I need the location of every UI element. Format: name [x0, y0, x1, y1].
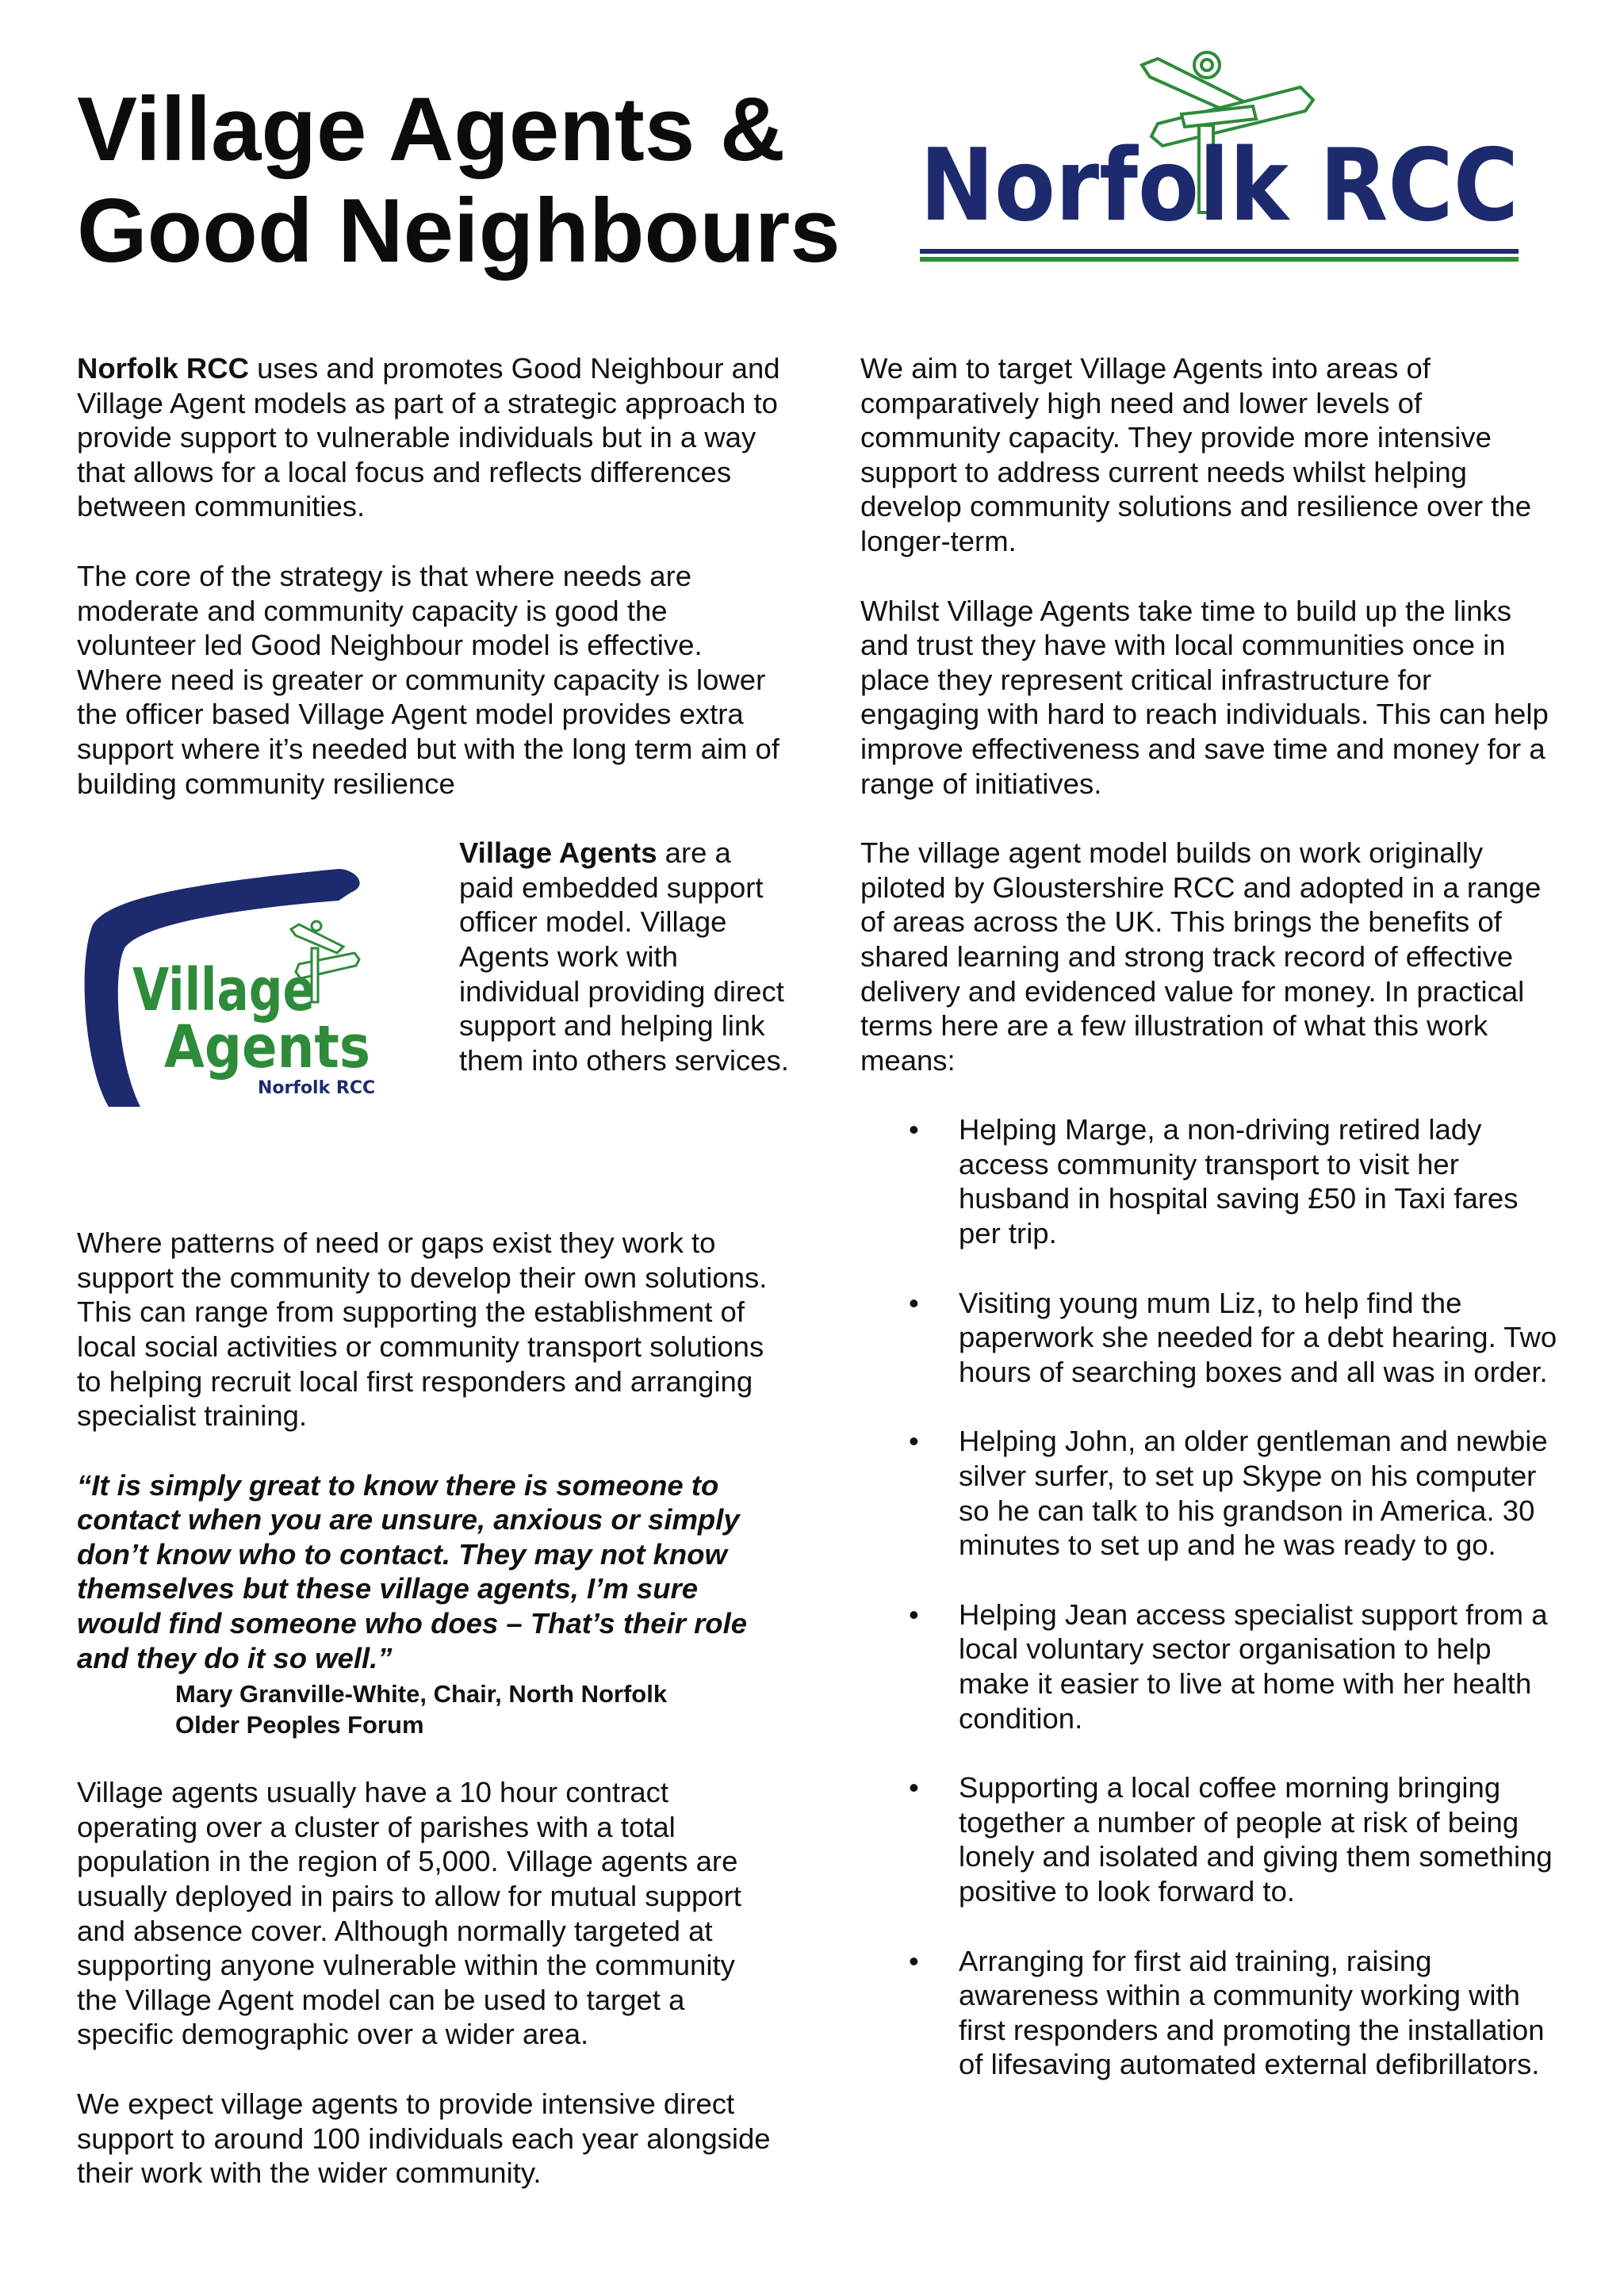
bullet-icon: •: [909, 1598, 919, 1631]
bullet-icon: •: [909, 1425, 919, 1458]
village-agents-logo-sub: Norfolk RCC: [258, 1078, 376, 1099]
intro-text: uses and promotes Good Neighbour and Village Agent models as part of a strategic approach to provide support to vulnerable individuals but in a way that allows for a local focus and reflects differences between communities.: [77, 352, 780, 523]
bullet-icon: •: [909, 1286, 919, 1319]
village-agents-bold: Village Agents: [459, 836, 657, 870]
list-item-text: Arranging for first aid training, raising awareness within a community working with first responders and promoting the installation of lifesaving automated external defibrillators.: [959, 1944, 1545, 2081]
page-title: [77, 79, 841, 282]
signpost-icon: [920, 41, 1522, 287]
list-item-text: Helping Jean access specialist support from a local voluntary sector organisation to help make it easier to live at home with her health condition.: [959, 1598, 1548, 1735]
contract-paragraph: Village agents usually have a 10 hour contract operating over a cluster of parishes with a total population in the region of 5,000. Village agents are usually deployed in pairs to allow for mutual support and absence cover. Although normally targeted at supporting anyone vulnerable within the community the Village Agent model can be used to target a specific demographic over a wider area.: [77, 1776, 741, 2051]
title-line-1: Village Agents &: [77, 79, 786, 180]
norfolk-rcc-logo-text: Norfolk RCC: [920, 127, 1519, 243]
attribution-line-2: Older Peoples Forum: [175, 1711, 424, 1739]
norfolk-rcc-logo: [920, 41, 1522, 287]
model-paragraph: The village agent model builds on work originally piloted by Gloustershire RCC and adopted in a range of areas across the UK. This brings the benefits of shared learning and strong track record of effective delivery and evidenced value for money. In practical terms here are a few illustration of what this work means:: [860, 836, 1542, 1077]
intro-paragraph: [77, 351, 783, 524]
village-agents-logo: [77, 869, 386, 1123]
village-agents-logo-line1: Village: [132, 956, 315, 1025]
attribution-line-1: Mary Granville-White, Chair, North Norfolk: [175, 1680, 668, 1709]
list-item-text: Visiting young mum Liz, to help find the paperwork she needed for a debt hearing. Two hours of searching boxes and all was in order.: [959, 1286, 1557, 1388]
bullet-icon: •: [909, 1771, 919, 1804]
list-item: [860, 1424, 1558, 1562]
intro-bold: Norfolk RCC: [77, 352, 249, 385]
bullet-icon: •: [909, 1944, 919, 1977]
aim-paragraph: We aim to target Village Agents into areas of comparatively high need and lower levels of community capacity. They provide more intensive support to address current needs whilst helping develop community solutions and resilience over the longer-term.: [860, 352, 1532, 557]
bullet-icon: •: [909, 1113, 919, 1146]
examples-list: [860, 1112, 1558, 2082]
village-agents-text: are a paid embedded support officer model. Village Agents work with individual providing direct support and helping link them into others services.: [459, 836, 789, 1077]
right-column: [860, 351, 1558, 2117]
village-agents-paragraph: [459, 836, 792, 1077]
list-item: [860, 1944, 1558, 2082]
testimonial-quote: “It is simply great to know there is someone to contact when you are unsure, anxious or simply don’t know who to contact. They may not know themselves but these village agents, I’m sure would find someone who does – That’s their role and they do it so well.”: [77, 1468, 748, 1674]
list-item-text: Helping Marge, a non-driving retired lady access community transport to visit her husband in hospital saving £50 in Taxi fares per trip.: [959, 1113, 1519, 1250]
patterns-paragraph: Where patterns of need or gaps exist they work to support the community to develop their own solutions. This can range from supporting the establishment of local social activities or community transport solutions to helping recruit local first responders and arranging specialist training.: [77, 1226, 768, 1433]
list-item-text: Helping John, an older gentleman and newbie silver surfer, to set up Skype on his computer so he can talk to his grandson in America. 30 minutes to set up and he was ready to go.: [959, 1425, 1548, 1562]
village-agents-section: [77, 836, 789, 1153]
list-item-text: Supporting a local coffee morning bringing together a number of people at risk of being lonely and isolated and giving them something positive to look forward to.: [959, 1771, 1553, 1908]
list-item: [860, 1598, 1558, 1735]
core-paragraph: The core of the strategy is that where needs are moderate and community capacity is good the volunteer led Good Neighbour model is effective. Where need is greater or community capacity is lower the officer based Village Agent model provides extra support where it’s needed but with the long term aim of building community resilience: [77, 559, 779, 800]
list-item: [860, 1112, 1558, 1250]
village-agents-logo-line2: Agents: [164, 1013, 370, 1082]
whilst-paragraph: Whilst Village Agents take time to build up the links and trust they have with local communities once in place they represent critical infrastructure for engaging with hard to reach individuals. This can help improve effectiveness and save time and money for a range of initiatives.: [860, 594, 1549, 800]
left-column: [77, 351, 789, 2191]
list-item: [860, 1770, 1558, 1908]
quote-attribution: [175, 1678, 783, 1740]
expect-paragraph: We expect village agents to provide intensive direct support to around 100 individuals each year alongside their work with the wider community.: [77, 2087, 771, 2190]
list-item: [860, 1286, 1558, 1390]
title-line-2: Good Neighbours: [77, 181, 841, 281]
